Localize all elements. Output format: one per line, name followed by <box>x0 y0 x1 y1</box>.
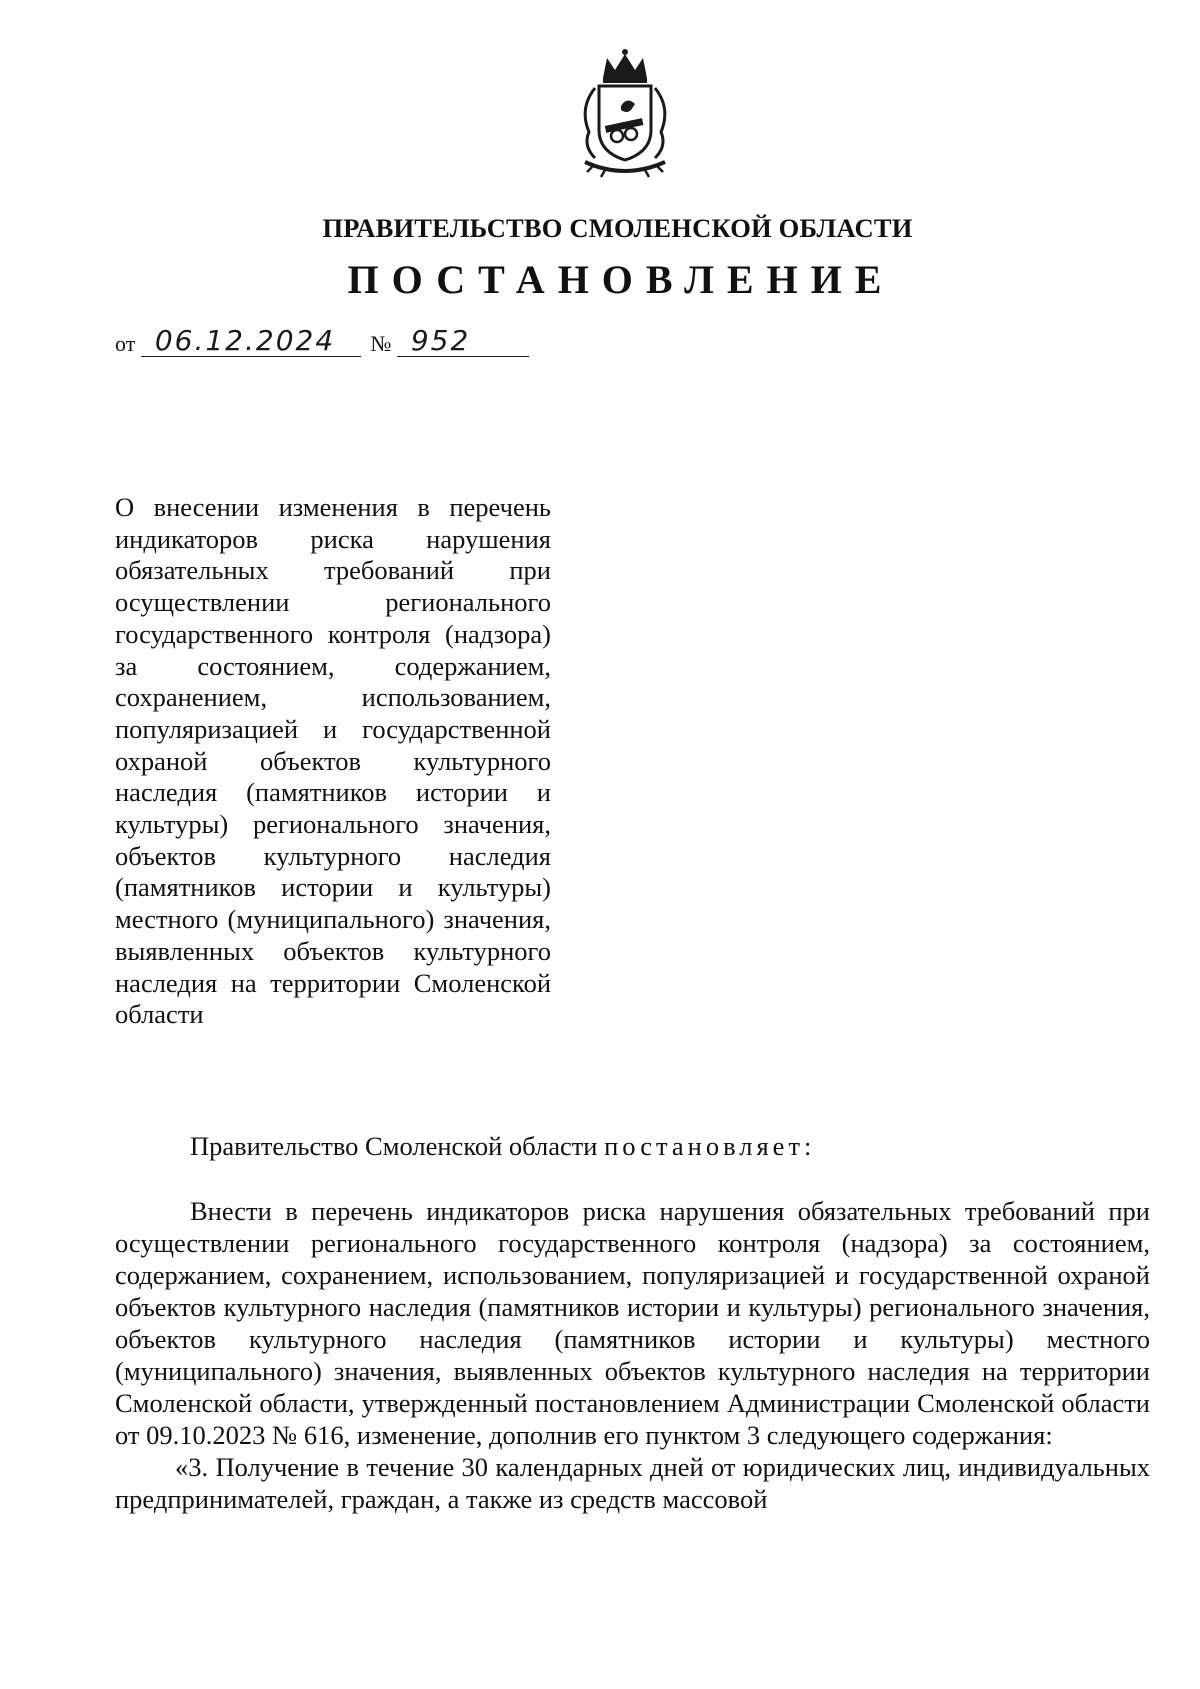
organization-title: ПРАВИТЕЛЬСТВО СМОЛЕНСКОЙ ОБЛАСТИ <box>322 213 913 243</box>
body-paragraph-item: «3. Получение в течение 30 календарных дней от юридических лиц, индивидуальных предпринимателей, граждан, а также из средств массовой <box>115 1452 1150 1514</box>
document-type-title: ПОСТАНОВЛЕНИЕ <box>347 257 895 302</box>
decree-verb: постановляет: <box>604 1131 816 1161</box>
smolensk-coat-of-arms-icon <box>565 48 685 178</box>
handwritten-date: 06.12.2024 <box>141 326 361 357</box>
document-body <box>115 1195 1150 1515</box>
date-label: от <box>115 331 136 356</box>
body-paragraph: Внести в перечень индикаторов риска нарушения обязательных требований при осуществлении регионального государственного контроля (надзора) за состоянием, содержанием, сохранением, использованием, популяризацией и государственной охраной объектов культурного наследия (памятников истории и культуры) регионального значения, объектов культурного наследия (памятников истории и культуры) местного (муниципального) значения, выявленных объектов культурного наследия на территории Смоленской области, утвержденный постановлением Администрации Смоленской области от 09.10.2023 № 616, изменение, дополнив его пунктом 3 следующего содержания: <box>115 1196 1150 1450</box>
decree-statement <box>190 1130 815 1162</box>
number-label: № <box>370 331 392 356</box>
document-subject: О внесении изменения в перечень индикаторов риска нарушения обязательных требований при осуществлении регионального государственного контроля (надзора) за состоянием, содержанием, сохранением, использованием, популяризацией и государственной охраной объектов культурного наследия (памятников истории и культуры) регионального значения, объектов культурного наследия (памятников истории и культуры) местного (муниципального) значения, выявленных объектов культурного наследия на территории Смоленской области <box>115 492 551 1030</box>
decree-lead: Правительство Смоленской области <box>190 1131 598 1161</box>
date-number-line <box>115 326 529 357</box>
handwritten-number: 952 <box>397 326 529 357</box>
